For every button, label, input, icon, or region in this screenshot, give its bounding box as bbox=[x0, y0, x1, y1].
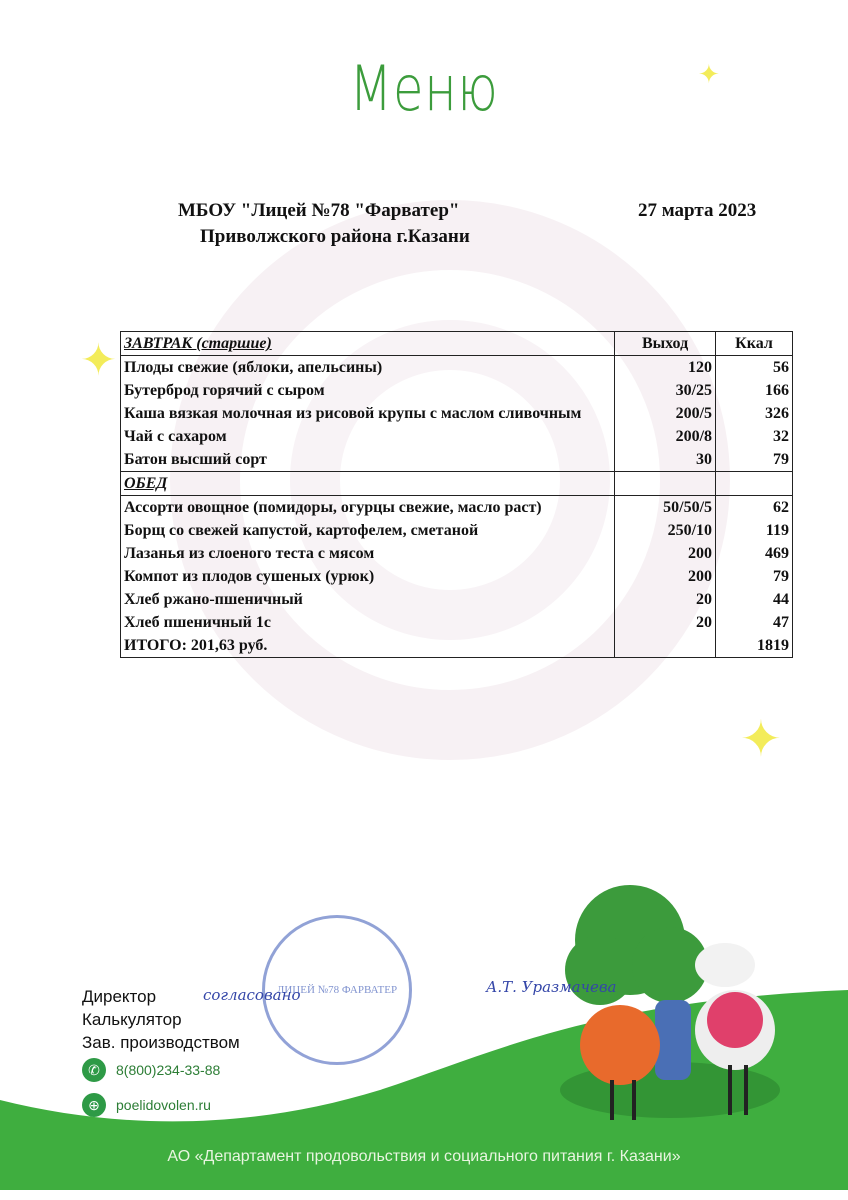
star-icon: ✦ bbox=[698, 60, 720, 89]
dish-kcal: 56 bbox=[716, 356, 793, 380]
dish-output: 20 bbox=[615, 588, 716, 611]
dish-output: 200/5 bbox=[615, 402, 716, 425]
star-icon: ✦ bbox=[740, 711, 782, 767]
phone-icon: ✆ bbox=[82, 1058, 106, 1082]
dish-name: Хлеб ржано-пшеничный bbox=[121, 588, 615, 611]
website-link[interactable]: poelidovolen.ru bbox=[116, 1097, 211, 1113]
dish-output: 200/8 bbox=[615, 425, 716, 448]
phone-number: 8(800)234-33-88 bbox=[116, 1062, 221, 1078]
table-row bbox=[121, 379, 793, 402]
section-title: ОБЕД bbox=[121, 472, 615, 496]
dish-name: Хлеб пшеничный 1с bbox=[121, 611, 615, 634]
signature-labels bbox=[82, 985, 240, 1054]
page-title: Меню bbox=[349, 52, 499, 125]
dish-output: 50/50/5 bbox=[615, 496, 716, 520]
menu-table bbox=[120, 331, 793, 658]
table-row bbox=[121, 425, 793, 448]
total-kcal: 1819 bbox=[716, 634, 793, 658]
table-row bbox=[121, 565, 793, 588]
director-label: Директор bbox=[82, 987, 157, 1006]
column-header-output bbox=[615, 472, 716, 496]
column-header-output: Выход bbox=[615, 332, 716, 356]
approved-handwriting: согласовано bbox=[203, 986, 301, 1004]
dish-kcal: 44 bbox=[716, 588, 793, 611]
menu-date: 27 марта 2023 bbox=[638, 200, 757, 221]
dish-name: Бутерброд горячий с сыром bbox=[121, 379, 615, 402]
footer-organization: АО «Департамент продовольствия и социального питания г. Казани» bbox=[167, 1148, 681, 1165]
calculator-label: Калькулятор bbox=[82, 1010, 182, 1029]
school-stamp: ЛИЦЕЙ №78 ФАРВАТЕР bbox=[262, 915, 412, 1065]
school-name: МБОУ "Лицей №78 "Фарватер" bbox=[178, 200, 460, 221]
dish-kcal: 166 bbox=[716, 379, 793, 402]
signature-name: А.Т. Уразмачева bbox=[486, 978, 617, 996]
phone-contact bbox=[82, 1058, 220, 1082]
total-label: ИТОГО: 201,63 руб. bbox=[121, 634, 615, 658]
section-header-row bbox=[121, 472, 793, 496]
dish-output: 30 bbox=[615, 448, 716, 472]
dish-kcal: 62 bbox=[716, 496, 793, 520]
globe-icon: ⊕ bbox=[82, 1093, 106, 1117]
table-row bbox=[121, 496, 793, 520]
dish-kcal: 32 bbox=[716, 425, 793, 448]
table-row bbox=[121, 542, 793, 565]
table-row bbox=[121, 519, 793, 542]
dish-name: Плоды свежие (яблоки, апельсины) bbox=[121, 356, 615, 380]
dish-kcal: 79 bbox=[716, 448, 793, 472]
table-row bbox=[121, 588, 793, 611]
total-output-empty bbox=[615, 634, 716, 658]
dish-name: Борщ со свежей капустой, картофелем, сметаной bbox=[121, 519, 615, 542]
dish-kcal: 326 bbox=[716, 402, 793, 425]
dish-name: Чай с сахаром bbox=[121, 425, 615, 448]
section-title: ЗАВТРАК (старшие) bbox=[121, 332, 615, 356]
school-district: Приволжского района г.Казани bbox=[200, 226, 470, 247]
dish-output: 200 bbox=[615, 565, 716, 588]
dish-name: Компот из плодов сушеных (урюк) bbox=[121, 565, 615, 588]
dish-name: Лазанья из слоеного теста с мясом bbox=[121, 542, 615, 565]
section-header-row bbox=[121, 332, 793, 356]
dish-name: Батон высший сорт bbox=[121, 448, 615, 472]
production-manager-label: Зав. производством bbox=[82, 1033, 240, 1052]
star-icon: ✦ bbox=[80, 336, 117, 385]
dish-kcal: 119 bbox=[716, 519, 793, 542]
dish-name: Ассорти овощное (помидоры, огурцы свежие, масло раст) bbox=[121, 496, 615, 520]
table-row bbox=[121, 356, 793, 380]
total-row bbox=[121, 634, 793, 658]
dish-kcal: 79 bbox=[716, 565, 793, 588]
column-header-kcal: Ккал bbox=[716, 332, 793, 356]
table-row bbox=[121, 448, 793, 472]
dish-kcal: 469 bbox=[716, 542, 793, 565]
website-contact bbox=[82, 1093, 211, 1117]
dish-output: 120 bbox=[615, 356, 716, 380]
dish-name: Каша вязкая молочная из рисовой крупы с маслом сливочным bbox=[121, 402, 615, 425]
dish-kcal: 47 bbox=[716, 611, 793, 634]
dish-output: 30/25 bbox=[615, 379, 716, 402]
table-row bbox=[121, 611, 793, 634]
dish-output: 250/10 bbox=[615, 519, 716, 542]
table-row bbox=[121, 402, 793, 425]
dish-output: 20 bbox=[615, 611, 716, 634]
vegetable-mascots-illustration bbox=[560, 880, 800, 1130]
dish-output: 200 bbox=[615, 542, 716, 565]
column-header-kcal bbox=[716, 472, 793, 496]
